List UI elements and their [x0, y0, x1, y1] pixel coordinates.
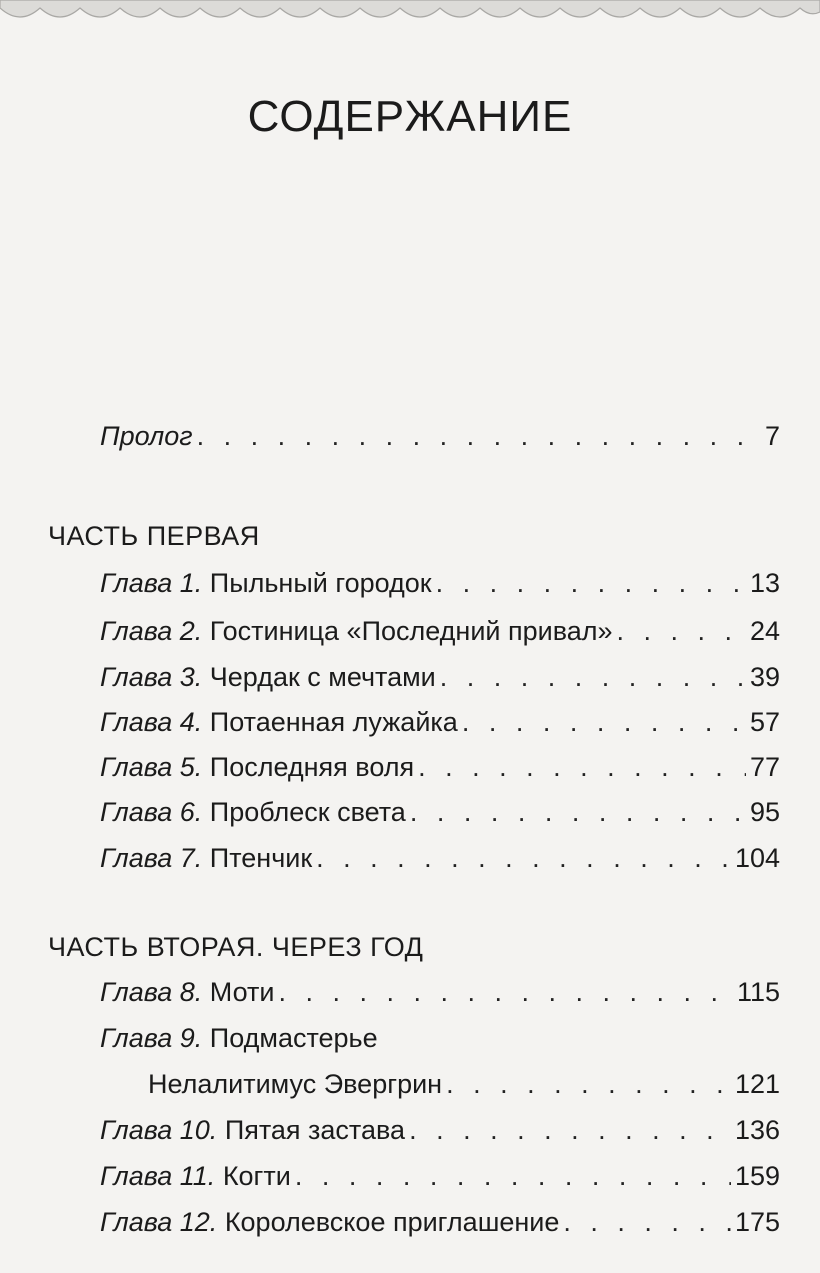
dot-leader	[446, 1062, 731, 1106]
dot-leader	[410, 790, 746, 834]
chapter-number: Глава 3.	[100, 662, 203, 692]
toc-entry	[100, 970, 780, 1014]
chapter-number: Глава 6.	[100, 797, 203, 827]
toc-entry	[100, 836, 780, 880]
chapter-title: Чердак с мечтами	[209, 662, 436, 692]
toc-entry	[148, 1062, 780, 1106]
toc-entry	[100, 790, 780, 834]
page-number: 95	[749, 797, 780, 827]
chapter-number: Глава 12.	[100, 1207, 218, 1237]
page-number: 121	[734, 1069, 780, 1099]
page-number: 104	[734, 843, 780, 873]
chapter-number: Глава 4.	[100, 707, 203, 737]
toc-entry	[100, 1200, 780, 1244]
dot-leader	[197, 414, 761, 458]
chapter-number: Глава 9.	[100, 1023, 203, 1053]
chapter-number: Глава 8.	[100, 977, 203, 1007]
toc-entry	[100, 745, 780, 789]
page-number: 136	[734, 1115, 780, 1145]
page-number: 7	[764, 421, 780, 451]
page-number: 115	[736, 977, 780, 1007]
chapter-number: Глава 5.	[100, 752, 203, 782]
part-heading: ЧАСТЬ ВТОРАЯ. ЧЕРЕЗ ГОД	[48, 932, 424, 962]
chapter-title: Последняя воля	[209, 752, 415, 782]
chapter-title: Потаенная лужайка	[209, 707, 458, 737]
toc-entry	[100, 655, 780, 699]
dot-leader	[295, 1154, 731, 1198]
toc-entry	[100, 1108, 780, 1152]
page-number: 159	[734, 1161, 780, 1191]
chapter-title: Пятая застава	[224, 1115, 406, 1145]
page-number: 24	[749, 616, 780, 646]
chapter-number: Глава 2.	[100, 616, 203, 646]
toc-entry	[100, 1154, 780, 1198]
chapter-number: Глава 11.	[100, 1161, 216, 1191]
dot-leader	[418, 745, 746, 789]
toc-entry-first-line	[100, 1016, 378, 1060]
chapter-title: Проблеск света	[209, 797, 406, 827]
chapter-title: Королевское приглашение	[224, 1207, 560, 1237]
chapter-title-continued: Нелалитимус Эвергрин	[148, 1069, 443, 1099]
chapter-title: Гостиница «Последний привал»	[209, 616, 613, 646]
toc-entry	[100, 700, 780, 744]
chapter-title: Когти	[222, 1161, 291, 1191]
dot-leader	[316, 836, 731, 880]
page-number: 39	[749, 662, 780, 692]
part-heading: ЧАСТЬ ПЕРВАЯ	[48, 521, 260, 551]
page-number: 175	[734, 1207, 780, 1237]
dot-leader	[462, 700, 746, 744]
page-title: СОДЕРЖАНИЕ	[247, 92, 573, 141]
page-number: 57	[749, 707, 780, 737]
chapter-number: Глава 7.	[100, 843, 203, 873]
dot-leader	[440, 655, 746, 699]
page-number: 13	[749, 568, 780, 598]
entry-label: Пролог	[100, 421, 193, 451]
toc-entry	[100, 561, 780, 605]
dot-leader	[436, 561, 746, 605]
toc-entry	[100, 609, 780, 653]
toc-entry-prologue	[100, 414, 780, 458]
chapter-title: Подмастерье	[209, 1023, 378, 1053]
chapter-number: Глава 1.	[100, 568, 203, 598]
dot-leader	[563, 1200, 731, 1244]
chapter-number: Глава 10.	[100, 1115, 218, 1145]
chapter-title: Моти	[209, 977, 275, 1007]
dot-leader	[409, 1108, 731, 1152]
chapter-title: Пыльный городок	[209, 568, 432, 598]
dot-leader	[278, 970, 732, 1014]
chapter-title: Птенчик	[209, 843, 313, 873]
page-number: 77	[749, 752, 780, 782]
scalloped-border-ornament	[0, 0, 820, 30]
dot-leader	[617, 609, 746, 653]
